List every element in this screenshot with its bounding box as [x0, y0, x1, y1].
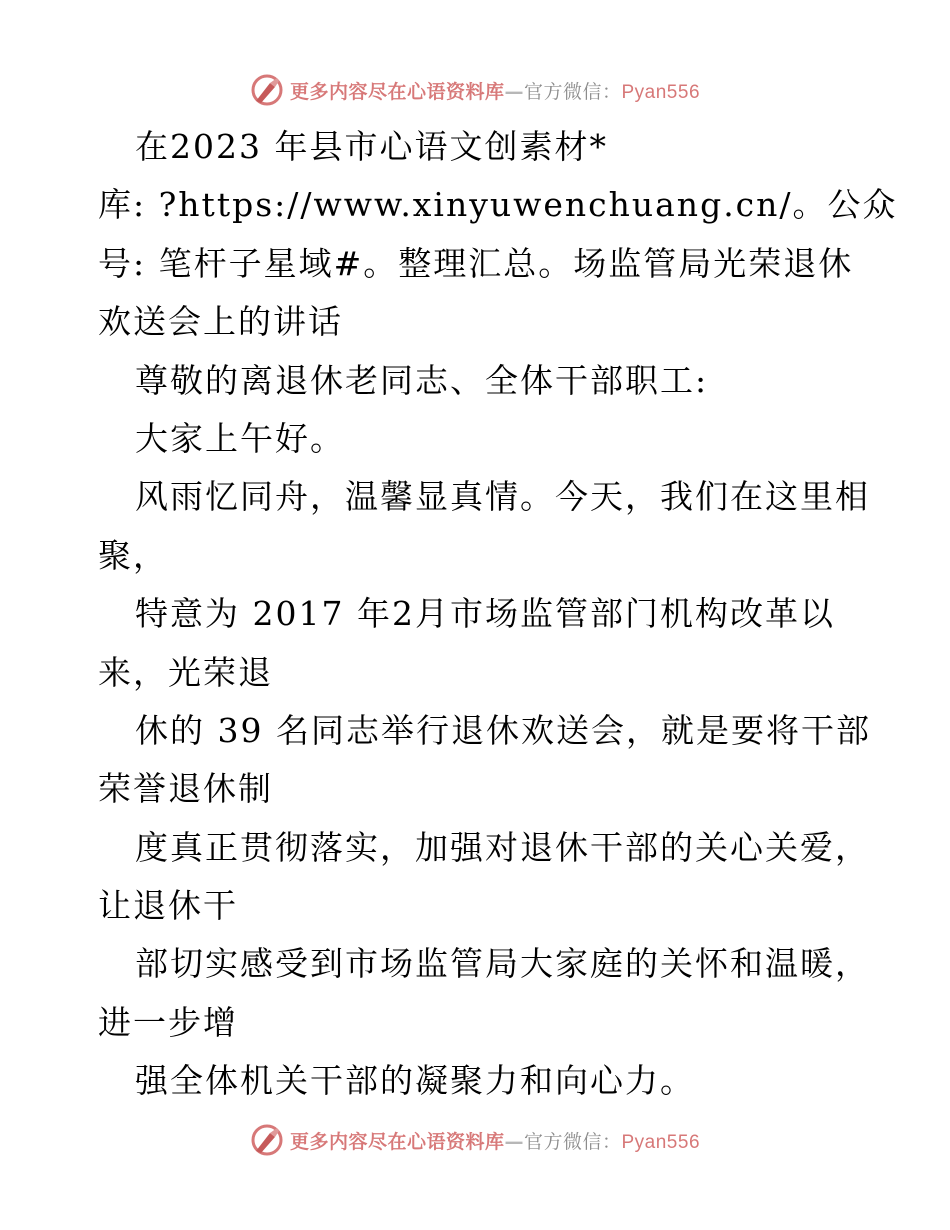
text-line: 大家上午好。 [135, 418, 345, 458]
text-line: 特意为 2017 年2月市场监管部门机构改革以 [135, 594, 835, 634]
text-line: 来，光荣退 [98, 652, 273, 692]
text-line: 进一步增 [98, 1002, 238, 1042]
text-line: 让退休干 [98, 886, 238, 926]
text-line: 库: ?https://www.xinyuwenchuang.cn/。公众 [98, 185, 898, 225]
text-line: 尊敬的离退休老同志、全体干部职工: [135, 360, 709, 400]
text-line: 度真正贯彻落实，加强对退休干部的关心关爱， [135, 827, 870, 867]
text-line: 风雨忆同舟，温馨显真情。今天，我们在这里相 [135, 477, 870, 517]
text-line: 休的 39 名同志举行退休欢送会，就是要将干部 [135, 710, 871, 750]
banner-official-label: 官方微信： [523, 1130, 622, 1153]
footer-watermark-banner [0, 1120, 950, 1160]
banner-official-label: 官方微信： [523, 80, 622, 103]
banner-wechat-id: Pyan556 [621, 81, 701, 103]
text-line: 在2023 年县市心语文创素材* [135, 127, 608, 166]
text-line: 号: 笔杆子星域#。整理汇总。场监管局光荣退休 [98, 243, 854, 283]
banner-dash: — [504, 1130, 524, 1153]
banner-wechat-id: Pyan556 [621, 1131, 701, 1153]
document-body [98, 118, 898, 1111]
banner-main-text: 更多内容尽在心语资料库 [289, 80, 505, 103]
banner-dash: — [504, 80, 524, 103]
banner-main-text: 更多内容尽在心语资料库 [289, 1130, 505, 1153]
pen-logo-icon [250, 1123, 284, 1157]
text-line: 部切实感受到市场监管局大家庭的关怀和温暖， [135, 944, 870, 984]
text-line: 欢送会上的讲话 [98, 302, 343, 342]
pen-logo-icon [250, 73, 284, 107]
text-line: 强全体机关干部的凝聚力和向心力。 [135, 1061, 695, 1101]
text-line: 聚， [98, 535, 168, 575]
text-line: 荣誉退休制 [98, 769, 273, 809]
header-watermark-banner [0, 70, 950, 110]
